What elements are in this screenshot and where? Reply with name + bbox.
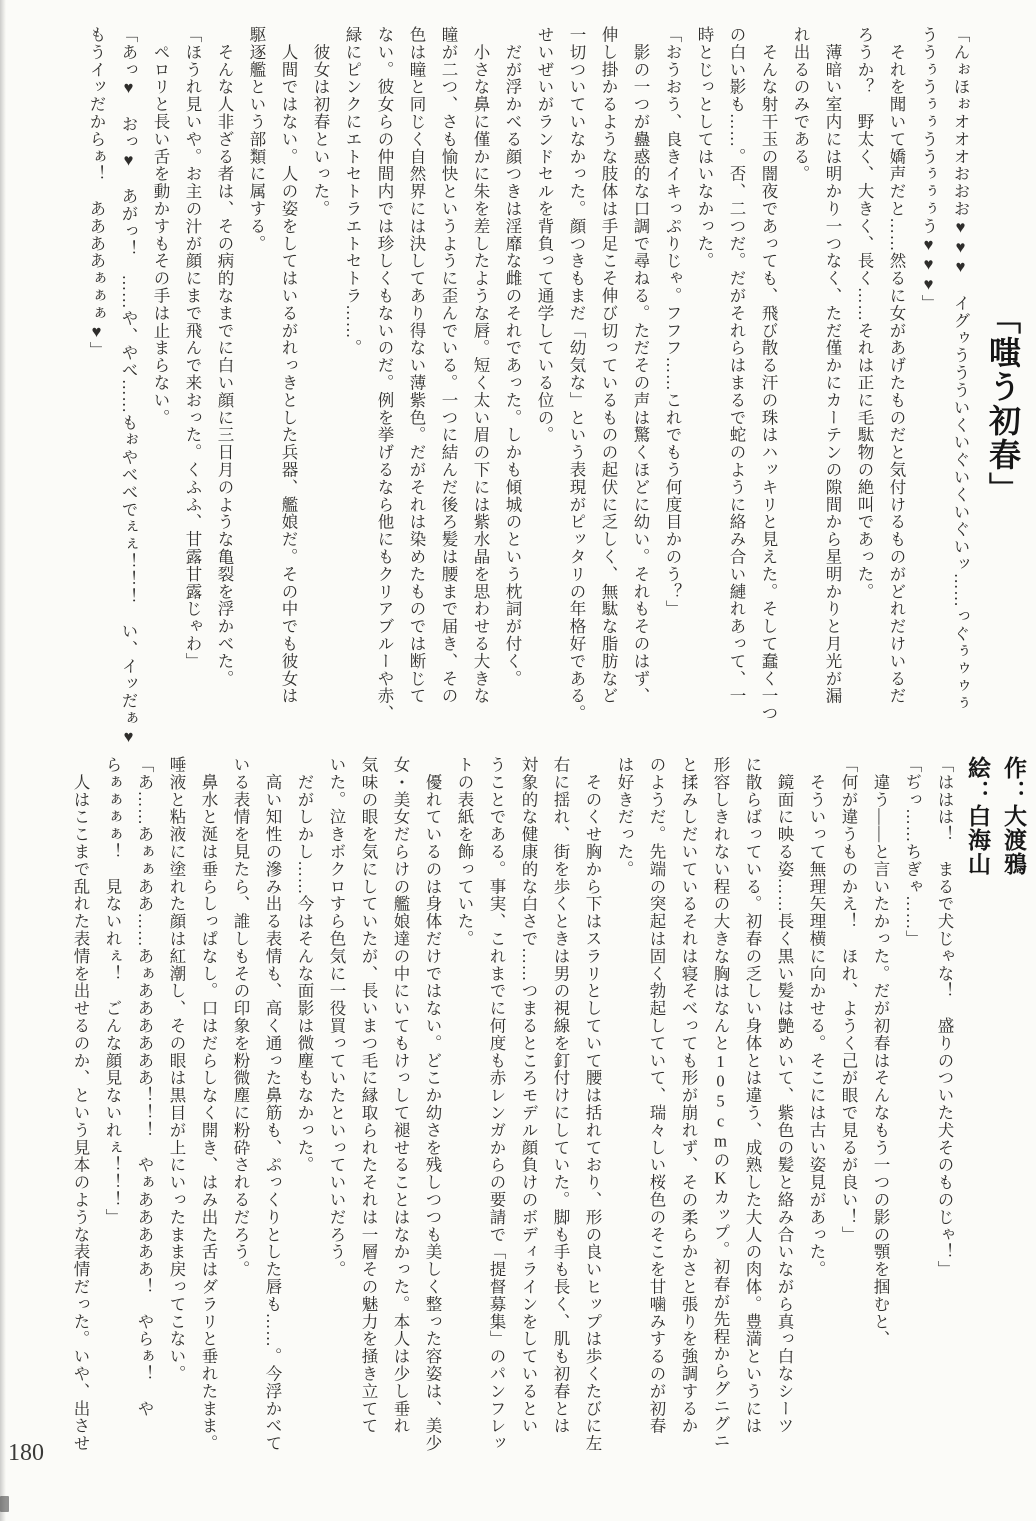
upright-latin-text: 105cm xyxy=(711,1051,730,1152)
text-column: 瞳が二つ、さも愉快というように歪んでいる。一つに結んだ後ろ髪は腰まで届き、その xyxy=(439,26,458,705)
text-column: 「おうおう、良きイキっぷりじゃ。フフフ……これでもう何度目かのう？」 xyxy=(663,26,682,618)
text-column: 高い知性の滲み出る表情も、高く通った鼻筋も、ぷっくりとした唇も……。今浮かべて xyxy=(263,756,282,1452)
text-column: 優れているのは身体だけではない。どこか幼さを残しつつも美しく整った容姿は、美少 xyxy=(423,756,442,1452)
text-column: 気味の眼を気にしていたが、長いまつ毛に縁取られたそれは一層その魅力を掻き立てて xyxy=(359,756,378,1435)
text-column: らぁぁぁぁ！ 見ないれぇ！ ごんな顔見ないれぇ！！！」 xyxy=(103,756,122,1226)
text-column: 鼻水と涎は垂らしっぱなし。口はだらしなく開き、はみ出た舌はダラリと垂れたまま。 xyxy=(199,756,218,1452)
text-column: 緑にピンクにエトセトラエトセトラ……。 xyxy=(343,26,362,357)
text-column: 「ぢっ……ちぎゃ……」 xyxy=(903,756,922,948)
text-column: 伸し掛かるような肢体は手足こそ伸び切っているものの起伏に乏しく、無駄な脂肪など xyxy=(599,26,618,705)
text-column: ペロリと長い舌を動かすもその手は止まらない。 xyxy=(151,26,170,427)
text-column: 小さな鼻に僅かに朱を差したような唇。短く太い眉の下には紫水晶を思わせる大きな xyxy=(471,26,490,705)
text-column: そのくせ胸から下はスラリとしていて腰は括れており、形の良いヒップは歩くたびに左 xyxy=(583,756,602,1452)
scan-edge-shadow xyxy=(0,0,6,1521)
text-column: 「ははは！ まるで犬じゃな！ 盛りのついた犬そのものじゃ！」 xyxy=(935,756,954,1278)
text-column: そんな人非ざる者は、その病的なまでに白い顔に三日月のような亀裂を浮かべた。 xyxy=(215,26,234,688)
text-column: れ出るのみである。 xyxy=(791,26,810,183)
text-column: 影の一つが蠱惑的な口調で尋ねる。ただその声は驚くほどに幼い。それもそのはず、 xyxy=(631,26,650,705)
text-column: 鏡面に映る姿……長く黒い髪は艶めいて、紫色の髪と絡み合いながら真っ白なシーツ xyxy=(775,756,794,1435)
text-column: ろうか？ 野太く、大きく、長く……それは正に毛駄物の絶叫であった。 xyxy=(855,26,874,601)
text-column: 「ほうれ見いや。お主の汁が顔にまで飛んで来おった。くふふ、甘露甘露じゃわ」 xyxy=(183,26,202,670)
text-column: 形容しきれない程の大きな胸はなんと105cmのKカップ。初春が先程からグニグニ xyxy=(711,756,730,1450)
credit-artist: 絵：白海山 xyxy=(965,756,991,876)
text-column: そういって無理矢理横に向かせる。そこには古い姿見があった。 xyxy=(807,756,826,1278)
text-column: うことである。事実、これまでに何度も赤レンガからの要請で「提督募集」のパンフレッ xyxy=(487,756,506,1452)
text-column: 時とじっとしてはいなかった。 xyxy=(695,26,714,270)
text-column: 対象的な健康的な白さで……つまるところモデル顔負けのボディラインをしているとい xyxy=(519,756,538,1435)
text-column: 色は瞳と同じく自然界には決してあり得ない薄紫色。だがそれは染めたものでは断じて xyxy=(407,26,426,705)
text-column: は好きだった。 xyxy=(615,756,634,878)
text-column: せいぜいがランドセルを背負って通学している位の。 xyxy=(535,26,554,444)
text-column: 「んぉほぉオオオおおお♥♥♥ イグゥううういくいぐいくいぐいッ……っぐぅゥゥぅ xyxy=(951,26,970,713)
text-column: 一切ついていなかった。顔つきもまだ「幼気な」という表現がピッタリの年格好である。 xyxy=(567,26,586,722)
scan-artifact xyxy=(0,1496,9,1512)
text-column: もうイッだからぁ！ ああああぁぁぁ♥」 xyxy=(87,26,106,360)
page-number: 180 xyxy=(8,1440,44,1466)
text-column: 女・美女だらけの艦娘達の中にいてもけっして褪せることはなかった。本人は少し垂れ xyxy=(391,756,410,1435)
text-column: 「あ……あぁぁああ……あぁああああああ！！！ やぁあああああ！ やらぁ！ や xyxy=(135,756,154,1418)
text-column: トの表紙を飾っていた。 xyxy=(455,756,474,948)
text-column: 唾液と粘液に塗れた顔は紅潮し、その眼は黒目が上にいったまま戻ってこない。 xyxy=(167,756,186,1383)
upright-latin-text: K xyxy=(711,1168,730,1189)
story-section-top xyxy=(80,26,1030,747)
story-title: 「嗤う初春」 xyxy=(985,302,1021,506)
text-column: 違う――と言いたかった。だが初春はそんなもう一つの影の顎を掴むと、 xyxy=(871,756,890,1348)
text-column: 駆逐艦という部類に属する。 xyxy=(247,26,266,253)
text-column: 彼女は初春といった。 xyxy=(311,26,330,218)
text-column: と揉みしだいているそれは寝そべっても形が崩れず、その柔らかさと張りを強調するか xyxy=(679,756,698,1435)
text-column: ううぅうぅぅううぅぅぅう♥♥♥」 xyxy=(919,26,938,312)
text-column: いた。泣きボクロすら色気に一役買っていたといっていいだろう。 xyxy=(327,756,346,1278)
text-column: ない。彼女らの仲間内では珍しくもないのだ。例を挙げるなら他にもクリアブルーや赤、 xyxy=(375,26,394,722)
text-column: 人間ではない。人の姿をしてはいるがれっきとした兵器、艦娘だ。その中でも彼女は xyxy=(279,26,298,705)
story-section-bottom xyxy=(64,756,1032,1480)
text-column: 薄暗い室内には明かり一つなく、ただ僅かにカーテンの隙間から星明かりと月光が漏 xyxy=(823,26,842,705)
text-column: だが浮かべる顔つきは淫靡な雌のそれであった。しかも傾城のという枕詞が付く。 xyxy=(503,26,522,688)
text-column: それを聞いて嬌声だと……然るに女があげたものだと気付けるものがどれだけいるだ xyxy=(887,26,906,705)
text-column: いる表情を見たら、誰しもその印象を粉微塵に粉砕されるだろう。 xyxy=(231,756,250,1278)
text-column: そんな射干玉の闇夜であっても、飛び散る汗の珠はハッキリと見えた。そして蠢く一つ xyxy=(759,26,778,722)
text-column: だがしかし……今はそんな面影は微塵もなかった。 xyxy=(295,756,314,1174)
text-column: の白い影も……。否、二つだ。だがそれらはまるで蛇のように絡み合い縺れあって、一 xyxy=(727,26,746,705)
text-column: に散らばっている。初春の乏しい身体とは違う、成熟した大人の肉体。豊満というには xyxy=(743,756,762,1435)
text-column: 右に揺れ、街を歩くときは男の視線を釘付けにしていた。脚も手も長く、肌も初春とは xyxy=(551,756,570,1435)
text-column: 人はここまで乱れた表情を出せるのか、という見本のような表情だった。いや、出させ xyxy=(71,756,90,1452)
credit-author: 作：大渡鴉 xyxy=(1001,756,1027,876)
text-column: のようだ。先端の突起は固く勃起していて、瑞々しい桜色のそこを甘噛みするのが初春 xyxy=(647,756,666,1435)
text-column: 「何が違うものかえ！ ほれ、ようく己が眼で見るが良い！」 xyxy=(839,756,858,1244)
text-column: 「あっ♥ おっ♥ あがっ！ ……や、やべ……もぉやべべでぇぇ！！！ い、イッだぁ♥ xyxy=(119,26,138,747)
